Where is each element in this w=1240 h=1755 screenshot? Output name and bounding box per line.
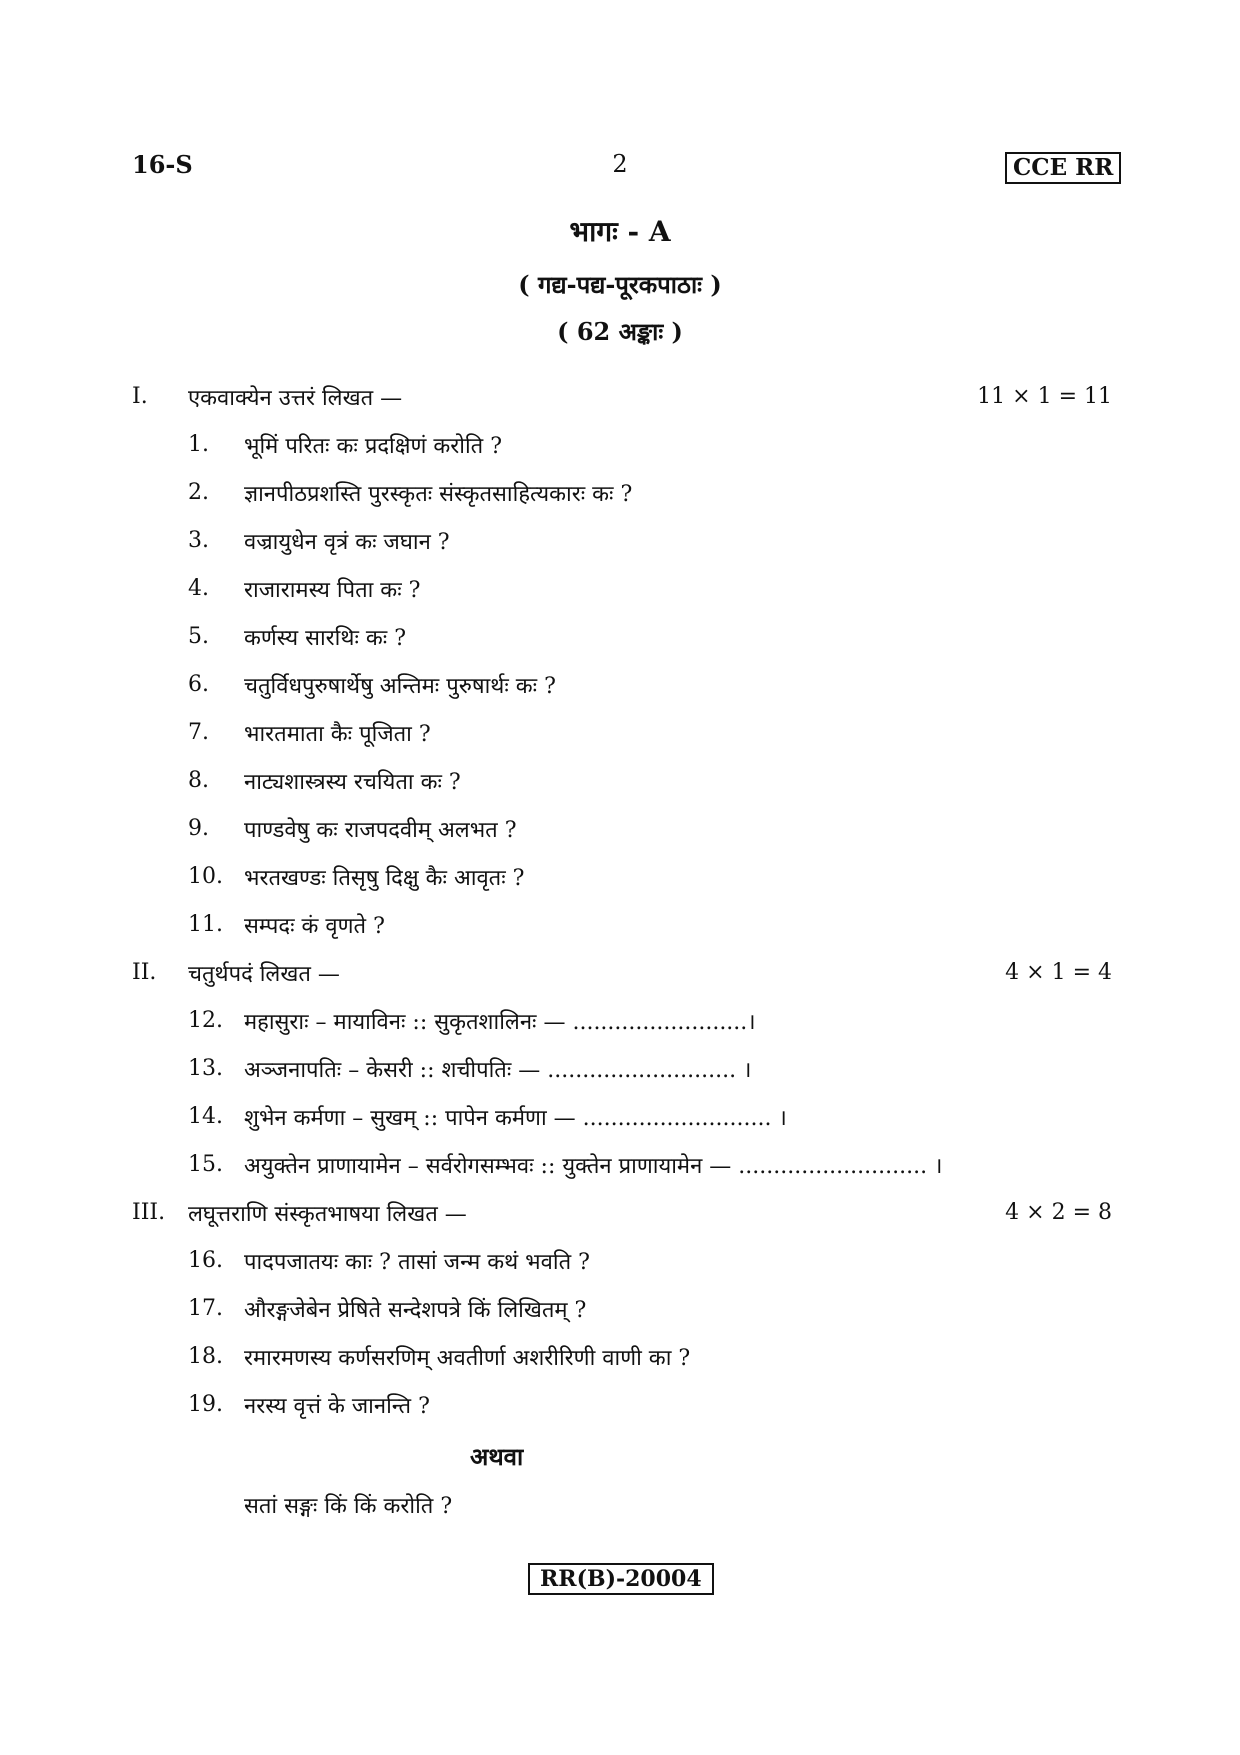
question-text: पादपजातयः काः ? तासां जन्म कथं भवति ? bbox=[244, 1250, 590, 1275]
question-number: 11. bbox=[188, 912, 223, 937]
question-number: 4. bbox=[188, 576, 209, 601]
question-text: नरस्य वृत्तं के जानन्ति ? bbox=[244, 1394, 430, 1419]
question-text: भारतमाता कैः पूजिता ? bbox=[244, 722, 431, 747]
question-text: औरङ्गजेबेन प्रेषिते सन्देशपत्रे किं लिखितम् ? bbox=[244, 1298, 587, 1323]
question-text: नाट्यशास्त्रस्य रचयिता कः ? bbox=[244, 770, 461, 795]
paper-code: 16-S bbox=[132, 150, 193, 179]
question-text: शुभेन कर्मणा – सुखम् :: पापेन कर्मणा — ........................... । bbox=[244, 1106, 787, 1131]
page-number: 2 bbox=[612, 150, 628, 178]
footer-code: RR(B)-20004 bbox=[528, 1563, 714, 1595]
question-number: 14. bbox=[188, 1104, 223, 1129]
question-text: भरतखण्डः तिसृषु दिक्षु कैः आवृतः ? bbox=[244, 866, 525, 891]
question-number: 18. bbox=[188, 1344, 223, 1369]
alternative-question: सतां सङ्गः किं किं करोति ? bbox=[244, 1494, 453, 1519]
question-number: 2. bbox=[188, 480, 209, 505]
question-text: अञ्जनापतिः – केसरी :: शचीपतिः — ........................... । bbox=[244, 1058, 752, 1083]
question-text: महासुराः – मायाविनः :: सुकृतशालिनः — .........................। bbox=[244, 1010, 756, 1035]
part-marks: ( 62 अङ्काः ) bbox=[557, 317, 683, 346]
exam-type-badge: CCE RR bbox=[1005, 152, 1121, 184]
question-text: पाण्डवेषु कः राजपदवीम् अलभत ? bbox=[244, 818, 517, 843]
section-instruction: चतुर्थपदं लिखत — bbox=[188, 962, 340, 987]
question-text: अयुक्तेन प्राणायामेन – सर्वरोगसम्भवः :: युक्तेन प्राणायामेन — ........................... । bbox=[244, 1154, 943, 1179]
question-number: 7. bbox=[188, 720, 209, 745]
question-number: 15. bbox=[188, 1152, 223, 1177]
question-text: चतुर्विधपुरुषार्थेषु अन्तिमः पुरुषार्थः कः ? bbox=[244, 674, 556, 699]
question-number: 6. bbox=[188, 672, 209, 697]
section-instruction: एकवाक्येन उत्तरं लिखत — bbox=[188, 386, 403, 411]
section-marks: 11 × 1 = 11 bbox=[977, 384, 1112, 409]
question-text: रमारमणस्य कर्णसरणिम् अवतीर्णा अशरीरिणी वाणी का ? bbox=[244, 1346, 691, 1371]
section-number: I. bbox=[132, 384, 148, 409]
question-text: कर्णस्य सारथिः कः ? bbox=[244, 626, 407, 651]
question-number: 12. bbox=[188, 1008, 223, 1033]
question-text: भूमिं परितः कः प्रदक्षिणं करोति ? bbox=[244, 434, 503, 459]
section-marks: 4 × 1 = 4 bbox=[1005, 960, 1112, 985]
question-number: 10. bbox=[188, 864, 223, 889]
section-number: III. bbox=[132, 1200, 166, 1225]
question-text: ज्ञानपीठप्रशस्ति पुरस्कृतः संस्कृतसाहित्यकारः कः ? bbox=[244, 482, 633, 507]
section-marks: 4 × 2 = 8 bbox=[1005, 1200, 1112, 1225]
question-number: 8. bbox=[188, 768, 209, 793]
section-number: II. bbox=[132, 960, 157, 985]
part-title: भागः - A bbox=[569, 215, 671, 248]
section-instruction: लघूत्तराणि संस्कृतभाषया लिखत — bbox=[188, 1202, 467, 1227]
question-number: 1. bbox=[188, 432, 209, 457]
question-number: 13. bbox=[188, 1056, 223, 1081]
question-text: सम्पदः कं वृणते ? bbox=[244, 914, 385, 939]
or-label: अथवा bbox=[470, 1442, 524, 1471]
question-number: 9. bbox=[188, 816, 209, 841]
question-number: 16. bbox=[188, 1248, 223, 1273]
part-subtitle: ( गद्य-पद्य-पूरकपाठाः ) bbox=[518, 270, 722, 299]
question-number: 5. bbox=[188, 624, 209, 649]
question-text: राजारामस्य पिता कः ? bbox=[244, 578, 421, 603]
question-number: 17. bbox=[188, 1296, 223, 1321]
question-number: 3. bbox=[188, 528, 209, 553]
question-text: वज्रायुधेन वृत्रं कः जघान ? bbox=[244, 530, 450, 555]
question-number: 19. bbox=[188, 1392, 223, 1417]
